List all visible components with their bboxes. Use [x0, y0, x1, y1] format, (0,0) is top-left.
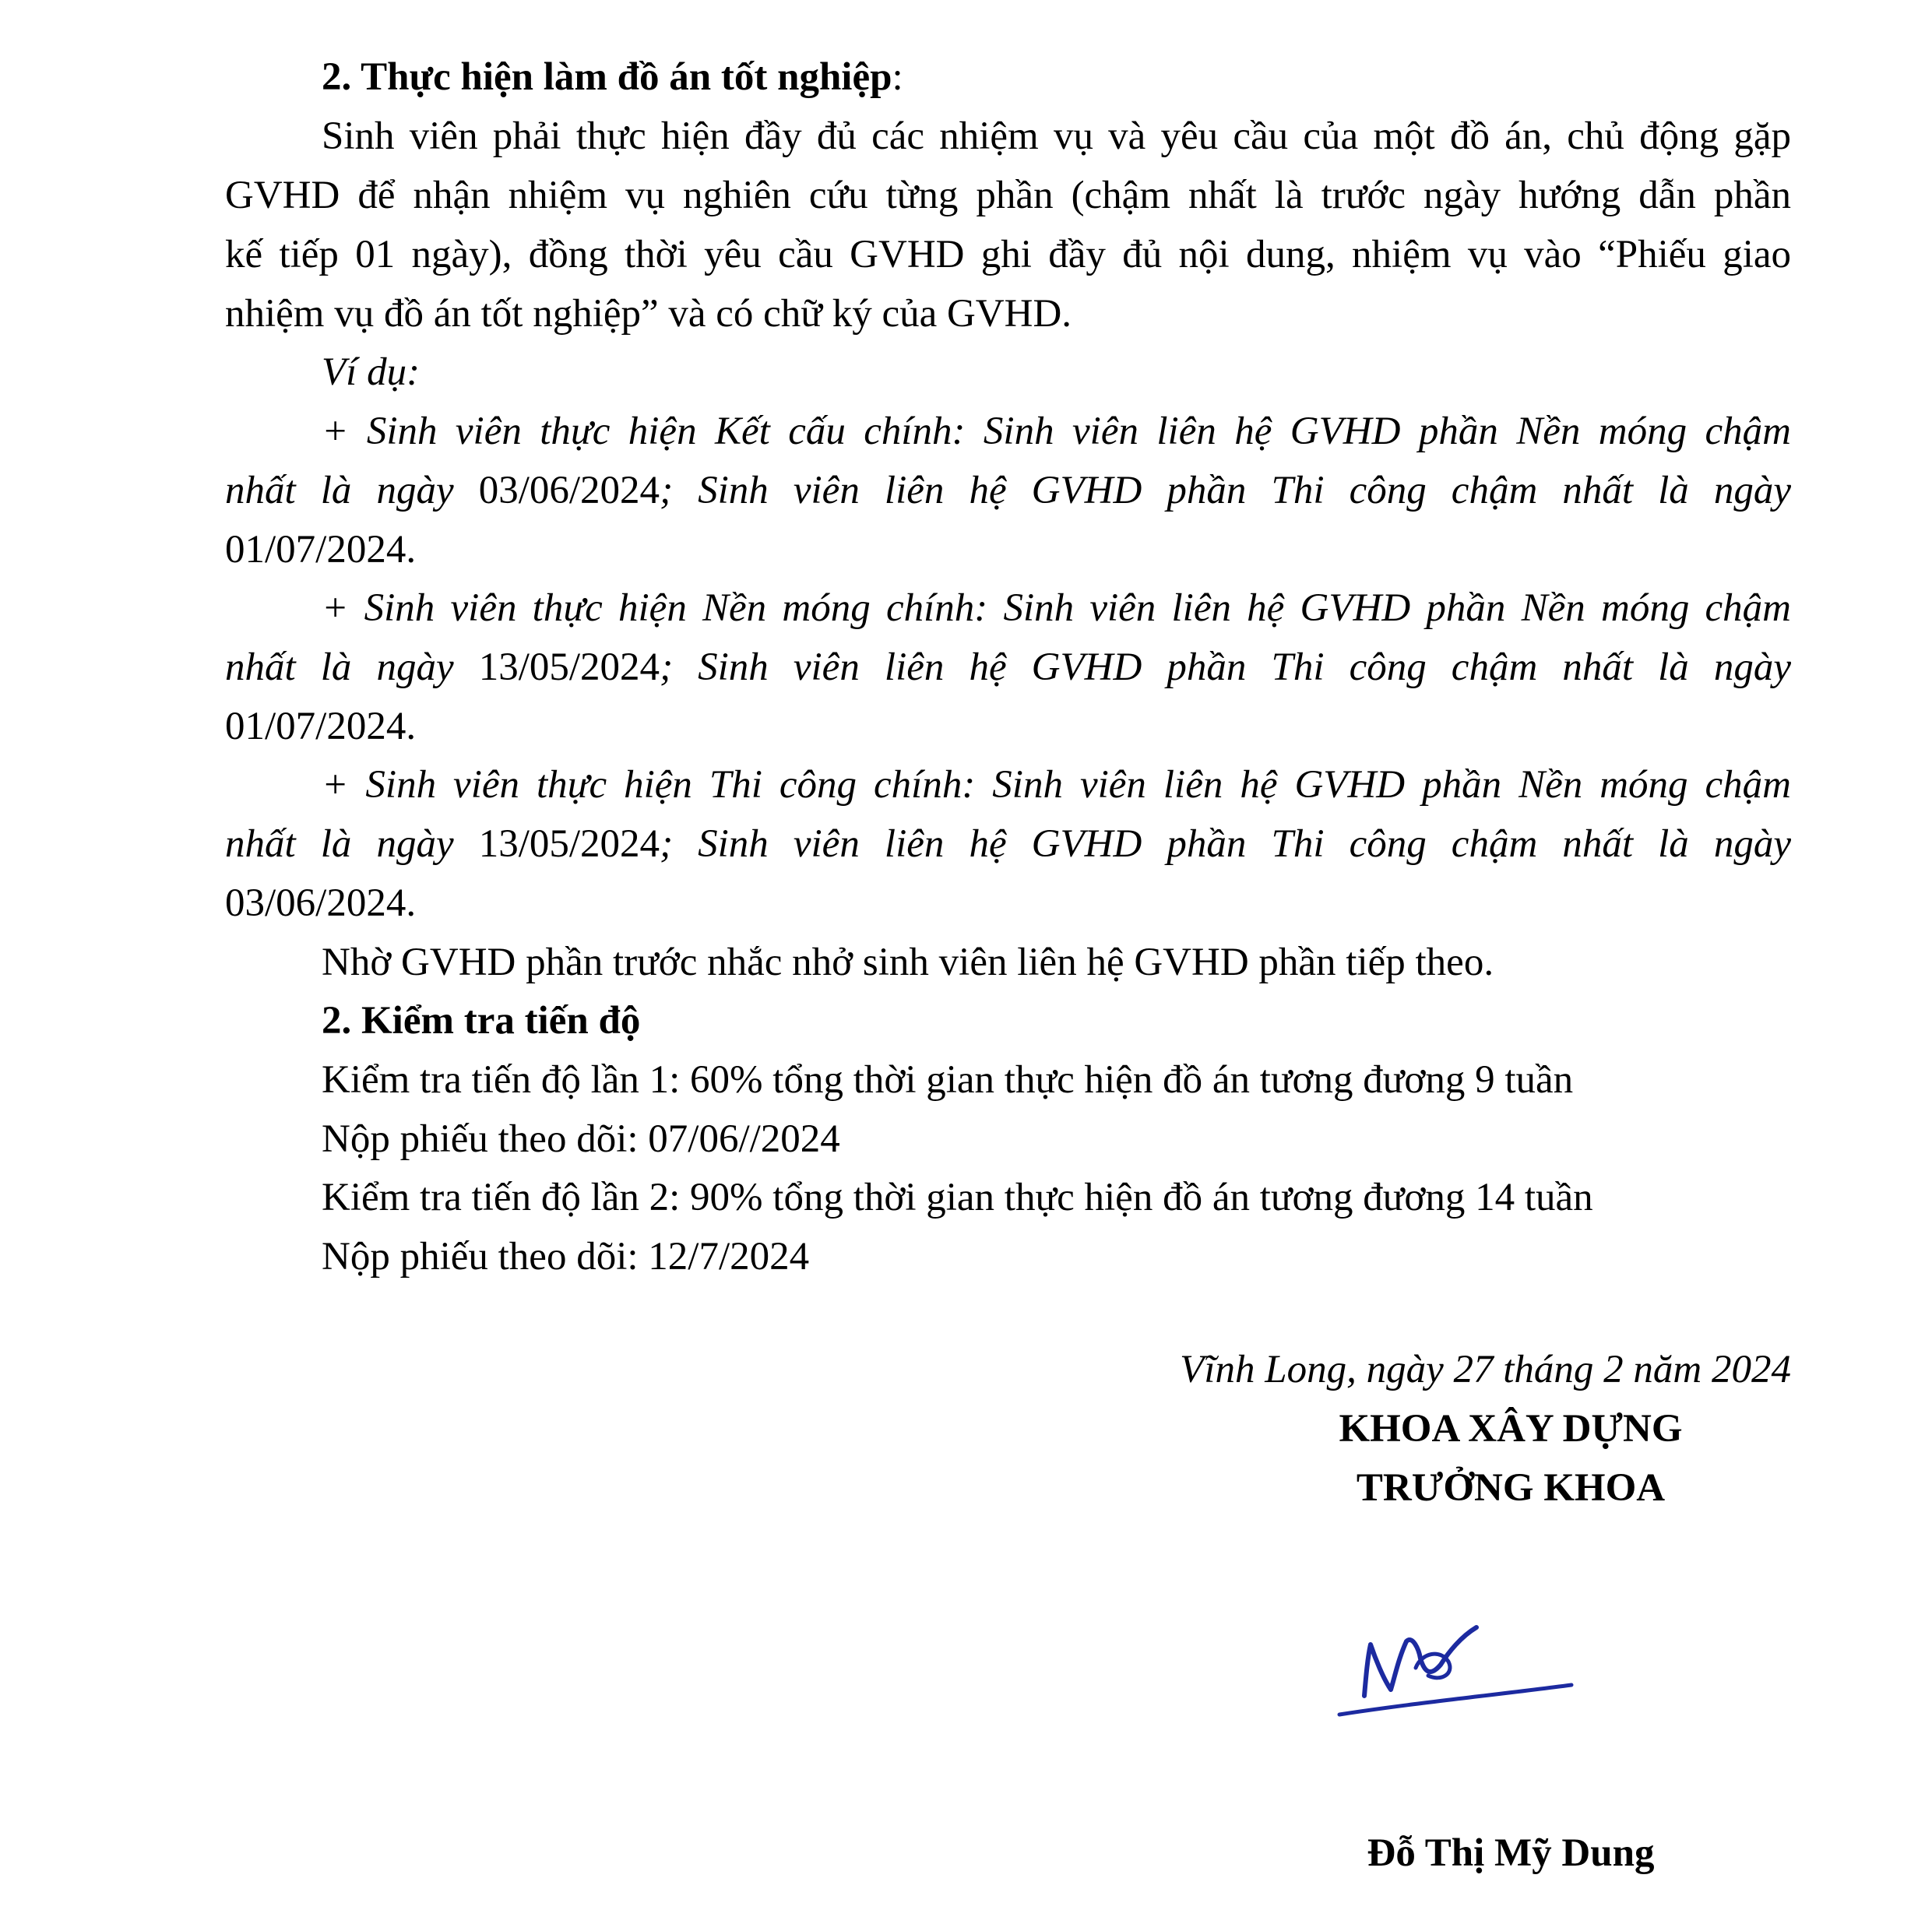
- example-label: Ví dụ:: [322, 350, 421, 394]
- para-line-4: nhiệm vụ đồ án tốt nghiệp” và có chữ ký của GVHD.: [225, 292, 1072, 336]
- example-1-line-3: 01/07/2024.: [225, 528, 417, 572]
- example-1-line-2-a: nhất là ngày: [225, 469, 479, 512]
- example-2-line-2-a: nhất là ngày: [225, 645, 479, 689]
- example-3-line-2: [225, 814, 1791, 874]
- progress-line-2: Nộp phiếu theo dõi: 07/06//2024: [322, 1117, 840, 1161]
- example-2-date: 13/05/2024: [478, 645, 660, 689]
- example-2-line-3: 01/07/2024.: [225, 705, 417, 748]
- example-2-line-1: + Sinh viên thực hiện Nền móng chính: Sinh viên liên hệ GVHD phần Nền móng chậm: [322, 586, 1791, 630]
- example-3-line-2-a: nhất là ngày: [225, 822, 479, 866]
- example-3-line-1: + Sinh viên thực hiện Thi công chính: Sinh viên liên hệ GVHD phần Nền móng chậm: [322, 763, 1791, 807]
- reminder-line: Nhờ GVHD phần trước nhắc nhở sinh viên liên hệ GVHD phần tiếp theo.: [322, 941, 1494, 984]
- progress-line-1: Kiểm tra tiến độ lần 1: 60% tổng thời gian thực hiện đồ án tương đương 9 tuần: [322, 1058, 1574, 1102]
- section-heading-thesis: [322, 47, 1791, 107]
- handwritten-signature: [1324, 1604, 1589, 1721]
- place-date: Vĩnh Long, ngày 27 tháng 2 năm 2024: [1180, 1348, 1791, 1391]
- section-heading-progress: 2. Kiểm tra tiến độ: [322, 999, 641, 1043]
- example-3-line-3: 03/06/2024.: [225, 881, 417, 925]
- head-title: TRƯỞNG KHOA: [1356, 1466, 1666, 1510]
- para-line-1: Sinh viên phải thực hiện đầy đủ các nhiệm vụ và yêu cầu của một đồ án, chủ động gặp: [322, 114, 1791, 158]
- department-name: KHOA XÂY DỰNG: [1339, 1407, 1683, 1451]
- para-line-2: GVHD để nhận nhiệm vụ nghiên cứu từng phần (chậm nhất là trước ngày hướng dẫn phần: [225, 174, 1791, 217]
- example-1-line-2: [225, 461, 1791, 520]
- para-line-3: kế tiếp 01 ngày), đồng thời yêu cầu GVHD ghi đầy đủ nội dung, nhiệm vụ vào “Phiếu giao: [225, 233, 1791, 276]
- example-3-line-2-b: ; Sinh viên liên hệ GVHD phần Thi công chậm nhất là ngày: [660, 822, 1791, 866]
- example-1-date: 03/06/2024: [478, 469, 660, 512]
- example-3-date: 13/05/2024: [478, 822, 660, 866]
- signer-name: Đỗ Thị Mỹ Dung: [1367, 1831, 1655, 1875]
- example-2-line-2-b: ; Sinh viên liên hệ GVHD phần Thi công chậm nhất là ngày: [660, 645, 1791, 689]
- example-1-line-1: + Sinh viên thực hiện Kết cấu chính: Sinh viên liên hệ GVHD phần Nền móng chậm: [322, 410, 1791, 453]
- section-heading-colon: :: [892, 55, 903, 99]
- progress-line-4: Nộp phiếu theo dõi: 12/7/2024: [322, 1235, 810, 1279]
- example-2-line-2: [225, 638, 1791, 697]
- example-1-line-2-b: ; Sinh viên liên hệ GVHD phần Thi công chậm nhất là ngày: [660, 469, 1791, 512]
- progress-line-3: Kiểm tra tiến độ lần 2: 90% tổng thời gian thực hiện đồ án tương đương 14 tuần: [322, 1176, 1593, 1219]
- section-heading-text: 2. Thực hiện làm đồ án tốt nghiệp: [322, 55, 892, 99]
